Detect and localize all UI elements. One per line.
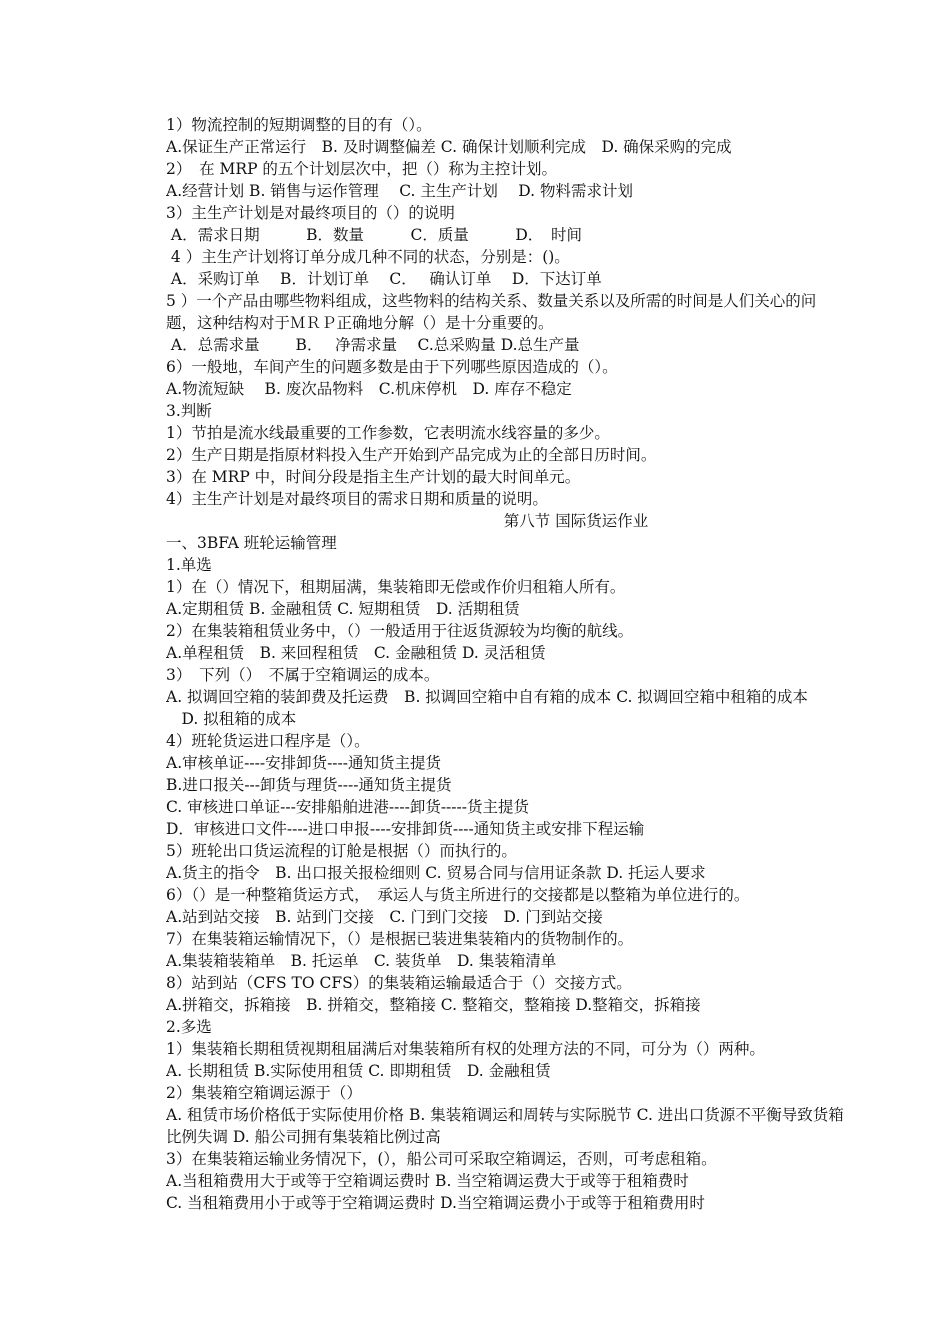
text-line: 4）主生产计划是对最终项目的需求日期和质量的说明。 xyxy=(166,490,548,508)
text-line: A.审核单证----安排卸货----通知货主提货 xyxy=(166,754,442,772)
text-line: 2）在集装箱租赁业务中，（）一般适用于往返货源较为均衡的航线。 xyxy=(166,622,634,640)
text-line: 1）物流控制的短期调整的目的有（）。 xyxy=(166,116,432,134)
chapter-heading: 第八节 国际货运作业 xyxy=(503,512,649,530)
text-line: 2）生产日期是指原材料投入生产开始到产品完成为止的全部日历时间。 xyxy=(166,446,657,464)
text-line: 4 ）主生产计划将订单分成几种不同的状态，分别是：()。 xyxy=(166,248,570,266)
text-line: 1）集装箱长期租赁视期租届满后对集装箱所有权的处理方法的不同，可分为（）两种。 xyxy=(166,1040,765,1058)
text-line: A.保证生产正常运行 B. 及时调整偏差 C. 确保计划顺利完成 D. 确保采购的完成 xyxy=(166,138,732,156)
text-line: 8）站到站（CFS TO CFS）的集装箱运输最适合于（）交接方式。 xyxy=(166,974,632,992)
text-line: A.当租箱费用大于或等于空箱调运费时 B. 当空箱调运费大于或等于租箱费时 xyxy=(166,1172,689,1190)
text-line: A.经营计划 B. 销售与运作管理 C. 主生产计划 D. 物料需求计划 xyxy=(166,182,634,200)
text-line: 6）一般地，车间产生的问题多数是由于下列哪些原因造成的（）。 xyxy=(166,358,618,376)
text-line: A.定期租赁 B. 金融租赁 C. 短期租赁 D. 活期租赁 xyxy=(166,600,520,618)
section-heading: 2.多选 xyxy=(166,1018,212,1036)
text-line: 3） 下列（） 不属于空箱调运的成本。 xyxy=(166,666,440,684)
section-heading: 3.判断 xyxy=(166,402,212,420)
text-line: C. 当租箱费用小于或等于空箱调运费时 D.当空箱调运费小于或等于租箱费用时 xyxy=(166,1194,705,1212)
text-line: A. 长期租赁 B.实际使用租赁 C. 即期租赁 D. 金融租赁 xyxy=(166,1062,551,1080)
text-line: D. 拟租箱的成本 xyxy=(166,710,297,728)
text-line: 3）在 MRP 中，时间分段是指主生产计划的最大时间单元。 xyxy=(166,468,581,486)
text-line: C. 审核进口单证---安排船舶进港----卸货-----货主提货 xyxy=(166,798,530,816)
text-line: 2） 在 MRP 的五个计划层次中，把（）称为主控计划。 xyxy=(166,160,557,178)
section-heading: 1.单选 xyxy=(166,556,212,574)
text-line: A.拼箱交，拆箱接 B. 拼箱交，整箱接 C. 整箱交，整箱接 D.整箱交，拆箱接 xyxy=(166,996,701,1014)
document-page xyxy=(166,114,846,1214)
text-line: 5 ）一个产品由哪些物料组成，这些物料的结构关系、数量关系以及所需的时间是人们关心的问题，这种结构对于ＭＲＰ正确地分解（）是十分重要的。 xyxy=(166,292,817,332)
text-line: A. 租赁市场价格低于实际使用价格 B. 集装箱调运和周转与实际脱节 C. 进出口货源不平衡导致货箱比例失调 D. 船公司拥有集装箱比例过高 xyxy=(166,1106,844,1146)
text-line: A．采购订单 B．计划订单 C． 确认订单 D．下达订单 xyxy=(166,270,602,288)
text-line: A．总需求量 B． 净需求量 C.总采购量 D.总生产量 xyxy=(166,336,580,354)
text-line: A.站到站交接 B. 站到门交接 C. 门到门交接 D. 门到站交接 xyxy=(166,908,603,926)
text-line: A．需求日期 B．数量 C．质量 D． 时间 xyxy=(166,226,583,244)
text-line: 1）节拍是流水线最重要的工作参数，它表明流水线容量的多少。 xyxy=(166,424,610,442)
text-line: D．审核进口文件----进口申报----安排卸货----通知货主或安排下程运输 xyxy=(166,820,645,838)
text-line: 7）在集装箱运输情况下，（）是根据已装进集装箱内的货物制作的。 xyxy=(166,930,634,948)
text-line: 3）主生产计划是对最终项目的（）的说明 xyxy=(166,204,455,222)
text-line: A.物流短缺 B. 废次品物料 C.机床停机 D. 库存不稳定 xyxy=(166,380,572,398)
text-line: 3）在集装箱运输业务情况下，(），船公司可采取空箱调运，否则，可考虑租箱。 xyxy=(166,1150,717,1168)
text-line: A.集装箱装箱单 B. 托运单 C. 装货单 D. 集装箱清单 xyxy=(166,952,557,970)
text-line: 6）（）是一种整箱货运方式， 承运人与货主所进行的交接都是以整箱为单位进行的。 xyxy=(166,886,750,904)
text-line: 1）在（）情况下，租期届满，集装箱即无偿或作价归租箱人所有。 xyxy=(166,578,626,596)
text-line: B.进口报关---卸货与理货----通知货主提货 xyxy=(166,776,452,794)
text-line: A.单程租赁 B. 来回程租赁 C. 金融租赁 D. 灵活租赁 xyxy=(166,644,546,662)
section-heading: 一、3BFA 班轮运输管理 xyxy=(166,534,337,552)
text-line: A.货主的指令 B. 出口报关报检细则 C. 贸易合同与信用证条款 D. 托运人要求 xyxy=(166,864,706,882)
text-line: 5）班轮出口货运流程的订舱是根据（）而执行的。 xyxy=(166,842,517,860)
text-line: 2）集装箱空箱调运源于（） xyxy=(166,1084,362,1102)
text-line: 4）班轮货运进口程序是（）。 xyxy=(166,732,370,750)
text-line: A. 拟调回空箱的装卸费及托运费 B. 拟调回空箱中自有箱的成本 C. 拟调回空箱中租箱的成本 xyxy=(166,688,808,706)
